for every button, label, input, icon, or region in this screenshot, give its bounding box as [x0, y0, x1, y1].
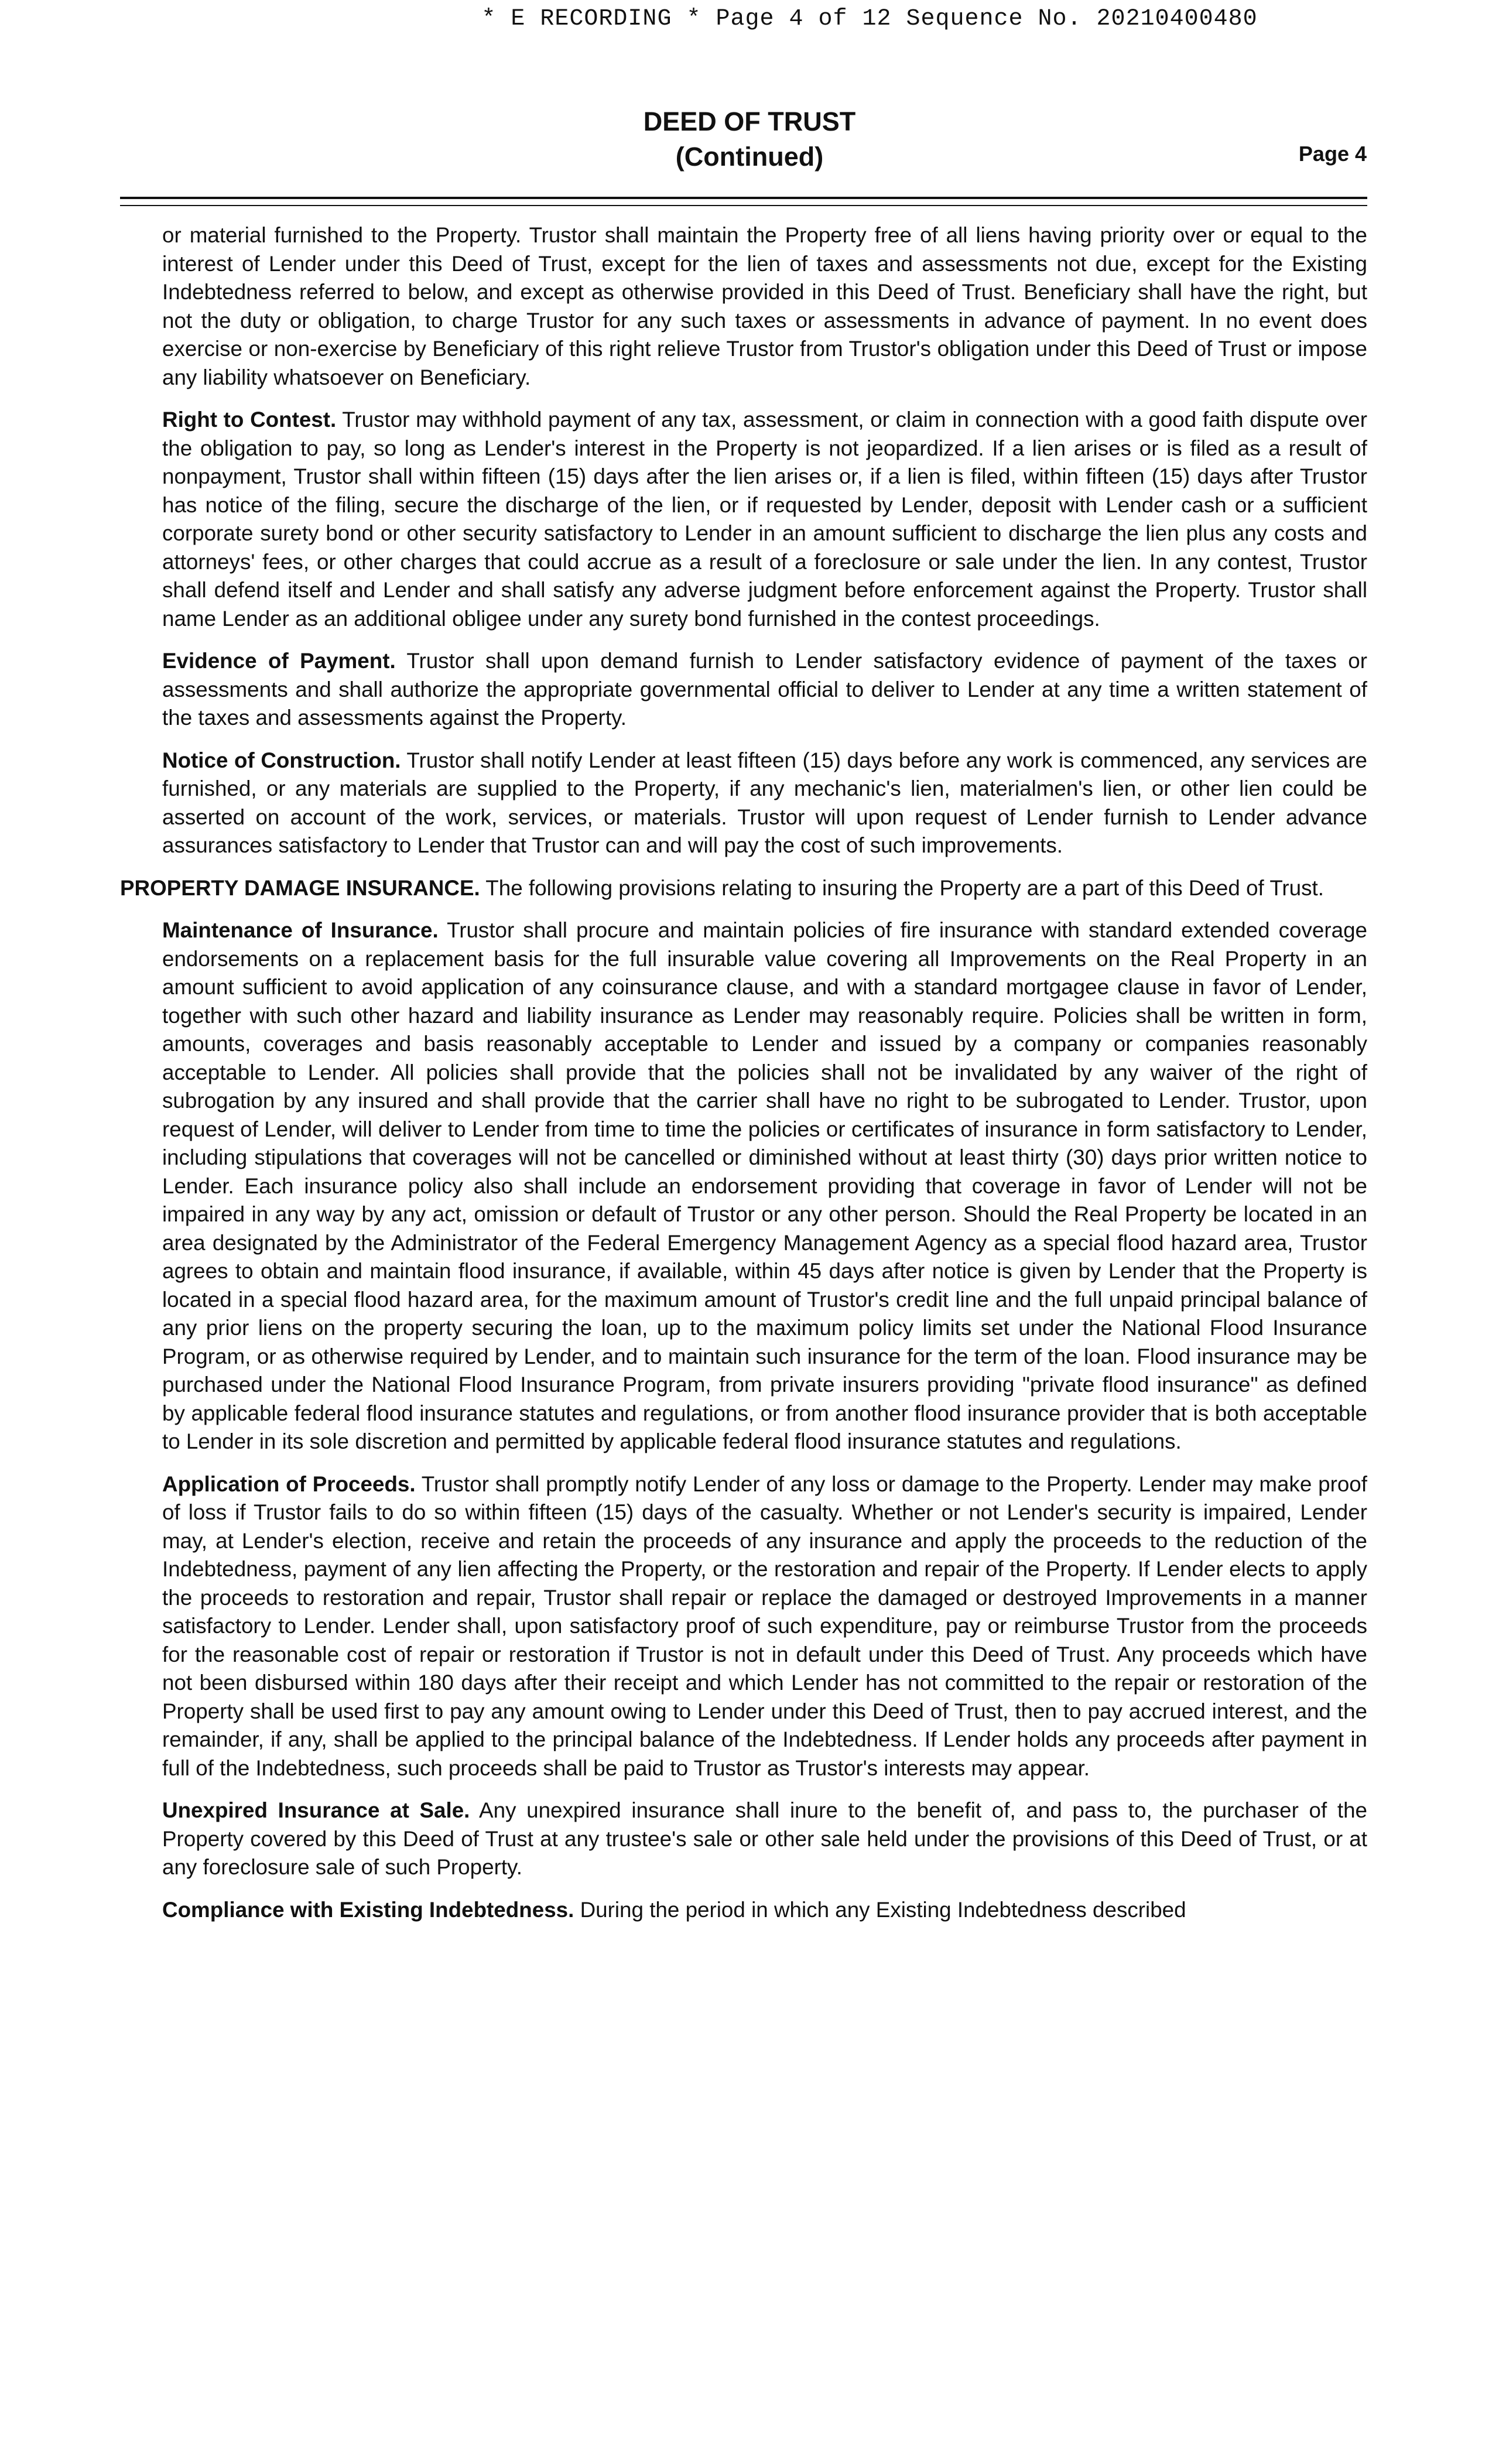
- paragraph-unexpired-insurance: Unexpired Insurance at Sale. Any unexpired insurance shall inure to the benefit of, and pass to, the purchaser of the Property covered by this Deed of Trust at any trustee's sale or other sale held under the provisions of this Deed of Trust, or at any foreclosure sale of such Property.: [162, 1798, 1368, 1879]
- document-title: DEED OF TRUST: [643, 107, 856, 136]
- section-heading: Evidence of Payment.: [162, 649, 396, 673]
- section-heading: Application of Proceeds.: [162, 1471, 416, 1496]
- paragraph-application-of-proceeds: Application of Proceeds. Trustor shall promptly notify Lender of any loss or damage to the Property. Lender may make proof of loss if Trustor fails to do so within fifteen (15) days of the casualty. Whether or not Lender's security is impaired, Lender may, at Lender's election, receive and retain the proceeds of any insurance and apply the proceeds to the reduction of the Indebtedness, payment of any lien affecting the Property, or the restoration and repair of the Property. If Lender elects to apply the proceeds to restoration and repair, Trustor shall repair or replace the damaged or destroyed Improvements in a manner satisfactory to Lender. Lender shall, upon satisfactory proof of such expenditure, pay or reimburse Trustor from the proceeds for the reasonable cost of repair or restoration if Trustor is not in default under this Deed of Trust. Any proceeds which have not been disbursed within 180 days after their receipt and which Lender has not committed to the repair or restoration of the Property shall be used first to pay any amount owing to Lender under this Deed of Trust, then to pay accrued interest, and the remainder, if any, shall be applied to the principal balance of the Indebtedness. If Lender holds any proceeds after payment in full of the Indebtedness, such proceeds shall be paid to Trustor as Trustor's interests may appear.: [162, 1471, 1367, 1780]
- paragraph-compliance-existing-indebtedness: Compliance with Existing Indebtedness. During the period in which any Existing Indebtedness described: [162, 1897, 1186, 1922]
- section-heading: Right to Contest.: [162, 408, 337, 432]
- paragraph-right-to-contest: Right to Contest. Trustor may withhold payment of any tax, assessment, or claim in connection with a good faith dispute over the obligation to pay, so long as Lender's interest in the Property is not jeopardized. If a lien arises or is filed as a result of nonpayment, Trustor shall within fifteen (15) days after the lien arises or, if a lien is filed, within fifteen (15) days after Trustor has notice of the filing, secure the discharge of the lien, or if requested by Lender, deposit with Lender cash or a sufficient corporate surety bond or other security satisfactory to Lender in an amount sufficient to discharge the lien plus any costs and attorneys' fees, or other charges that could accrue as a result of a foreclosure or sale under the lien. In any contest, Trustor shall defend itself and Lender and shall satisfy any adverse judgment before enforcement against the Property. Trustor shall name Lender as an additional obligee under any surety bond furnished in the contest proceedings.: [162, 408, 1368, 631]
- section-heading: Unexpired Insurance at Sale.: [162, 1798, 470, 1822]
- document-title-block: [0, 104, 1499, 174]
- paragraph-property-damage-insurance: PROPERTY DAMAGE INSURANCE. The following provisions relating to insuring the Property are a part of this Deed of Trust.: [120, 875, 1324, 900]
- section-heading: Compliance with Existing Indebtedness.: [162, 1897, 574, 1922]
- document-body: [120, 221, 1367, 1938]
- page-number: Page 4: [1298, 142, 1367, 166]
- paragraph-notice-of-construction: Notice of Construction. Trustor shall notify Lender at least fifteen (15) days before any work is commenced, any services are furnished, or any materials are supplied to the Property, if any mechanic's lien, materialmen's lien, or other lien could be asserted on account of the work, services, or materials. Trustor will upon request of Lender furnish to Lender advance assurances satisfactory to Lender that Trustor can and will pay the cost of such improvements.: [162, 748, 1367, 857]
- recording-stamp: * E RECORDING * Page 4 of 12 Sequence No. 20210400480: [481, 6, 1258, 32]
- paragraph-liens: or material furnished to the Property. Trustor shall maintain the Property free of all liens having priority over or equal to the interest of Lender under this Deed of Trust, except for the lien of taxes and assessments not due, except for the Existing Indebtedness referred to below, and except as otherwise provided in this Deed of Trust. Beneficiary shall have the right, but not the duty or obligation, to charge Trustor for any such taxes or assessments in advance of payment. In no event does exercise or non-exercise by Beneficiary of this right relieve Trustor from Trustor's obligation under this Deed of Trust or impose any liability whatsoever on Beneficiary.: [162, 223, 1367, 389]
- paragraph-evidence-of-payment: Evidence of Payment. Trustor shall upon demand furnish to Lender satisfactory evidence of payment of the taxes or assessments and shall authorize the appropriate governmental official to deliver to Lender at any time a written statement of the taxes and assessments against the Property.: [162, 649, 1367, 730]
- section-heading: PROPERTY DAMAGE INSURANCE.: [120, 875, 480, 900]
- paragraph-maintenance-of-insurance: Maintenance of Insurance. Trustor shall procure and maintain policies of fire insurance with standard extended coverage endorsements on a replacement basis for the full insurable value covering all Improvements on the Real Property in an amount sufficient to avoid application of any coinsurance clause, and with a standard mortgagee clause in favor of Lender, together with such other hazard and liability insurance as Lender may reasonably require. Policies shall be written in form, amounts, coverages and basis reasonably acceptable to Lender and issued by a company or companies reasonably acceptable to Lender. All policies shall provide that the policies shall not be invalidated by any waiver of the right of subrogation by any insured and shall provide that the carrier shall have no right to be subrogated to Lender. Trustor, upon request of Lender, will deliver to Lender from time to time the policies or certificates of insurance in form satisfactory to Lender, including stipulations that coverages will not be cancelled or diminished without at least thirty (30) days prior written notice to Lender. Each insurance policy also shall include an endorsement providing that coverage in favor of Lender will not be impaired in any way by any act, omission or default of Trustor or any other person. Should the Real Property be located in an area designated by the Administrator of the Federal Emergency Management Agency as a special flood hazard area, Trustor agrees to obtain and maintain flood insurance, if available, within 45 days after notice is given by Lender that the Property is located in a special flood hazard area, for the maximum amount of Trustor's credit line and the full unpaid principal balance of any prior liens on the property securing the loan, up to the maximum policy limits set under the National Flood Insurance Program, or as otherwise required by Lender, and to maintain such insurance for the term of the loan. Flood insurance may be purchased under the National Flood Insurance Program, from private insurers providing "private flood insurance" as defined by applicable federal flood insurance statutes and regulations, or from another flood insurance provider that is both acceptable to Lender in its sole discretion and permitted by applicable federal flood insurance statutes and regulations.: [162, 918, 1367, 1453]
- scan-artifacts: [0, 2429, 1499, 2441]
- header-divider-thin: [120, 205, 1367, 206]
- document-subtitle: (Continued): [675, 142, 824, 172]
- header-divider-thick: [120, 197, 1367, 199]
- section-heading: Notice of Construction.: [162, 748, 401, 772]
- section-heading: Maintenance of Insurance.: [162, 918, 439, 942]
